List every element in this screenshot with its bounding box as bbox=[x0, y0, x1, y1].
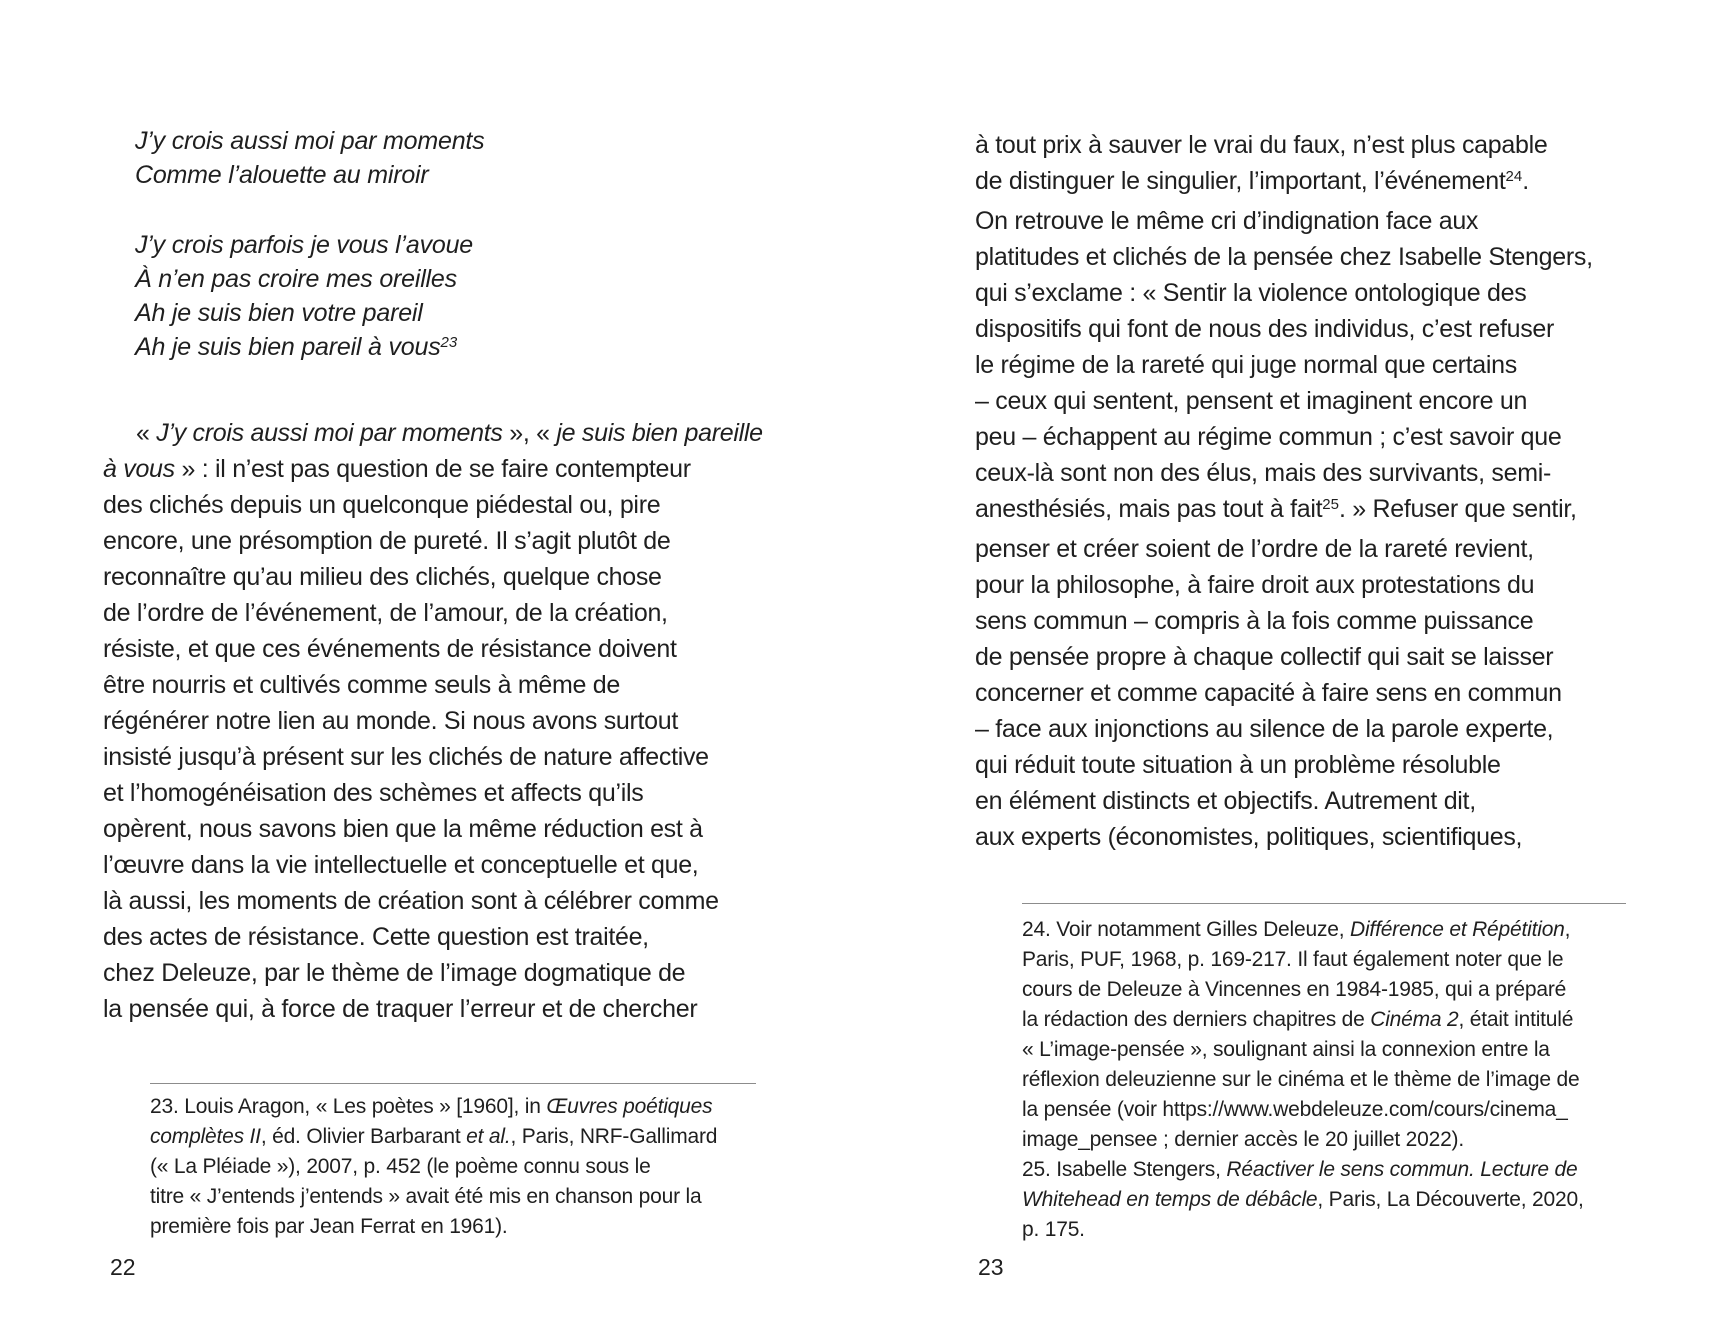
text-line: – ceux qui sentent, pensent et imaginent encore un bbox=[975, 387, 1528, 415]
body-paragraph-right bbox=[975, 127, 1655, 855]
text-line: À n’en pas croire mes oreilles bbox=[135, 265, 457, 293]
text-line: la pensée qui, à force de traquer l’erreur et de chercher bbox=[103, 995, 698, 1023]
text-line: penser et créer soient de l’ordre de la rareté revient, bbox=[975, 535, 1534, 563]
text-line: Whitehead en temps de débâcle, Paris, La Découverte, 2020, bbox=[1022, 1188, 1584, 1211]
text-line: à tout prix à sauver le vrai du faux, n’est plus capable bbox=[975, 131, 1548, 159]
text-line: encore, une présomption de pureté. Il s’agit plutôt de bbox=[103, 527, 671, 555]
text-line: l’œuvre dans la vie intellectuelle et conceptuelle et que, bbox=[103, 851, 699, 879]
text-line: « L’image-pensée », soulignant ainsi la connexion entre la bbox=[1022, 1038, 1550, 1061]
text-line: Ah je suis bien pareil à vous$^{23}$ bbox=[135, 333, 458, 361]
text-line: aux experts (économistes, politiques, scientifiques, bbox=[975, 823, 1523, 851]
text-line: On retrouve le même cri d’indignation face aux bbox=[975, 207, 1479, 235]
text-line: résiste, et que ces événements de résistance doivent bbox=[103, 635, 677, 663]
text-line: peu – échappent au régime commun ; c’est savoir que bbox=[975, 423, 1562, 451]
text-line: (« La Pléiade »), 2007, p. 452 (le poème connu sous le bbox=[150, 1155, 651, 1178]
page-number-left: 22 bbox=[110, 1254, 136, 1280]
poem-stanza-2 bbox=[135, 228, 473, 368]
text-line: Comme l’alouette au miroir bbox=[135, 161, 429, 189]
text-line: 23. Louis Aragon, « Les poètes » [1960], in Œuvres poétiques bbox=[150, 1095, 713, 1118]
text-line: dispositifs qui font de nous des individus, c’est refuser bbox=[975, 315, 1555, 343]
page-number-right: 23 bbox=[978, 1254, 1004, 1280]
text-line: « J’y crois aussi moi par moments », « je suis bien pareille bbox=[136, 419, 763, 447]
text-line: anesthésiés, mais pas tout à fait$^{25}$. » Refuser que sentir, bbox=[975, 495, 1577, 523]
text-line: platitudes et clichés de la pensée chez Isabelle Stengers, bbox=[975, 243, 1593, 271]
text-line: complètes II, éd. Olivier Barbarant et al., Paris, NRF-Gallimard bbox=[150, 1125, 718, 1148]
text-line: de l’ordre de l’événement, de l’amour, de la création, bbox=[103, 599, 668, 627]
text-line: insisté jusqu’à présent sur les clichés de nature affective bbox=[103, 743, 709, 771]
text-line: première fois par Jean Ferrat en 1961). bbox=[150, 1215, 508, 1238]
text-line: et l’homogénéisation des schèmes et affects qu’ils bbox=[103, 779, 644, 807]
text-line: cours de Deleuze à Vincennes en 1984-1985, qui a préparé bbox=[1022, 978, 1567, 1001]
body-paragraph-left bbox=[103, 415, 783, 1027]
text-line: 24. Voir notamment Gilles Deleuze, Différence et Répétition, bbox=[1022, 918, 1571, 941]
text-line: p. 175. bbox=[1022, 1218, 1085, 1241]
text-line: – face aux injonctions au silence de la parole experte, bbox=[975, 715, 1554, 743]
text-line: de pensée propre à chaque collectif qui sait se laisser bbox=[975, 643, 1554, 671]
text-line: des actes de résistance. Cette question est traitée, bbox=[103, 923, 649, 951]
page-right bbox=[866, 0, 1732, 1338]
text-line: de distinguer le singulier, l’important, l’événement$^{24}$. bbox=[975, 167, 1529, 195]
text-line: concerner et comme capacité à faire sens en commun bbox=[975, 679, 1562, 707]
text-line: sens commun – compris à la fois comme puissance bbox=[975, 607, 1534, 635]
text-line: la rédaction des derniers chapitres de Cinéma 2, était intitulé bbox=[1022, 1008, 1574, 1031]
footnotes-24-25 bbox=[1022, 915, 1662, 1245]
text-line: titre « J’entends j’entends » avait été mis en chanson pour la bbox=[150, 1185, 702, 1208]
text-line: J’y crois parfois je vous l’avoue bbox=[135, 231, 473, 259]
text-line: pour la philosophe, à faire droit aux protestations du bbox=[975, 571, 1535, 599]
poem-stanza-1 bbox=[135, 124, 484, 192]
text-line: le régime de la rareté qui juge normal que certains bbox=[975, 351, 1517, 379]
footnote-23 bbox=[150, 1092, 790, 1242]
text-line: 25. Isabelle Stengers, Réactiver le sens commun. Lecture de bbox=[1022, 1158, 1578, 1181]
text-line: Ah je suis bien votre pareil bbox=[135, 299, 423, 327]
text-line: image_pensee ; dernier accès le 20 juillet 2022). bbox=[1022, 1128, 1464, 1151]
text-line: à vous » : il n’est pas question de se faire contempteur bbox=[103, 455, 691, 483]
footnote-separator-left bbox=[150, 1083, 756, 1084]
text-line: qui s’exclame : « Sentir la violence ontologique des bbox=[975, 279, 1527, 307]
text-line: là aussi, les moments de création sont à célébrer comme bbox=[103, 887, 719, 915]
footnote-separator-right bbox=[1022, 903, 1626, 904]
text-line: en élément distincts et objectifs. Autrement dit, bbox=[975, 787, 1476, 815]
text-line: J’y crois aussi moi par moments bbox=[135, 127, 485, 155]
text-line: Paris, PUF, 1968, p. 169-217. Il faut également noter que le bbox=[1022, 948, 1564, 971]
text-line: la pensée (voir https://www.webdeleuze.com/cours/cinema_ bbox=[1022, 1098, 1568, 1121]
text-line: qui réduit toute situation à un problème résoluble bbox=[975, 751, 1501, 779]
text-line: chez Deleuze, par le thème de l’image dogmatique de bbox=[103, 959, 686, 987]
text-line: être nourris et cultivés comme seuls à même de bbox=[103, 671, 620, 699]
text-line: régénérer notre lien au monde. Si nous avons surtout bbox=[103, 707, 679, 735]
text-line: des clichés depuis un quelconque piédestal ou, pire bbox=[103, 491, 661, 519]
text-line: ceux-là sont non des élus, mais des survivants, semi- bbox=[975, 459, 1552, 487]
text-line: réflexion deleuzienne sur le cinéma et le thème de l’image de bbox=[1022, 1068, 1580, 1091]
text-line: opèrent, nous savons bien que la même réduction est à bbox=[103, 815, 703, 843]
text-line: reconnaître qu’au milieu des clichés, quelque chose bbox=[103, 563, 662, 591]
